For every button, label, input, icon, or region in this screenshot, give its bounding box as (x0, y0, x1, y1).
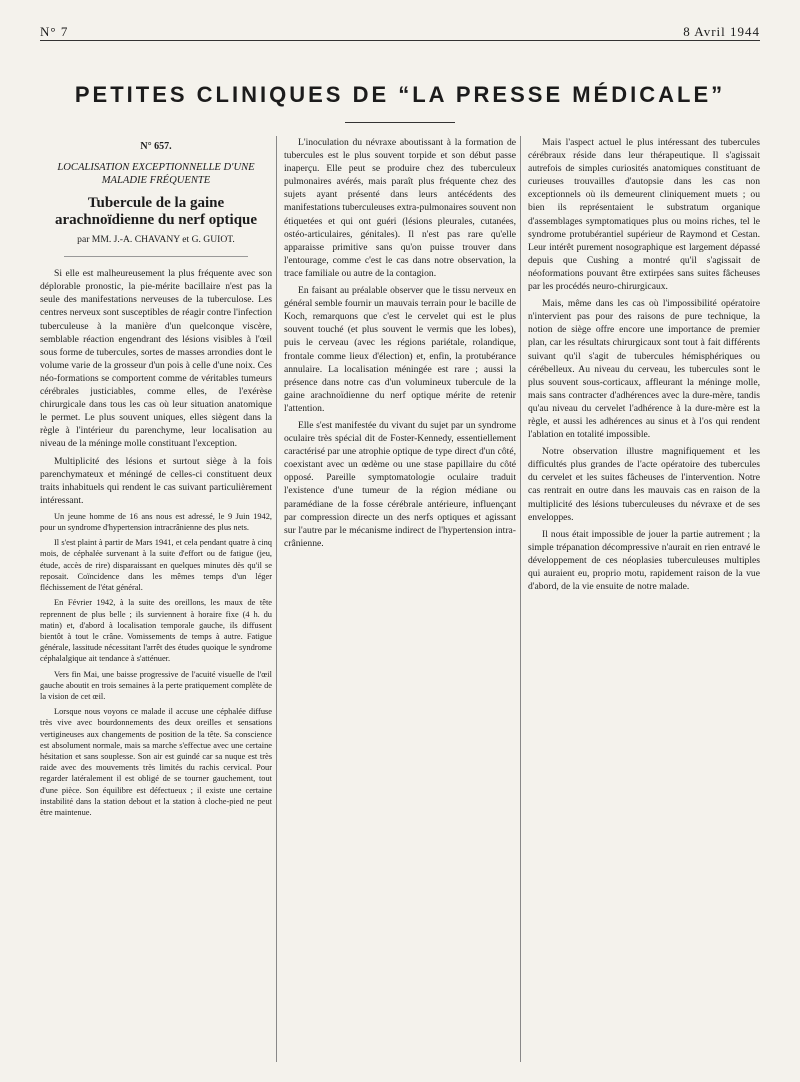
column-1 (40, 136, 272, 1072)
paragraph: Mais, même dans les cas où l'impossibilité opératoire n'intervient pas pour des raisons de pure technique, la notion de siège offre encore une importance de premier plan, car les résultats chirurgicaux sont tout à fait différents suivant qu'il s'agit de tubercules hémisphériques ou cérébelleux. Au niveau du cerveau, les tubercules sont le plus souvent sous-corticaux, affleurant la méninge molle, mais sans contracter d'adhérences avec la dure-mère, tandis qu'au niveau du cervelet l'adhérence à la dure-mère est la règle, et aussi les adhérences au sinus et à l'os qui rendent l'ablation en totalité impossible. (528, 298, 760, 441)
issue-date: 8 Avril 1944 (683, 24, 760, 39)
article-byline: par MM. J.-A. CHAVANY et G. GUIOT. (77, 234, 235, 246)
article-kicker: LOCALISATION EXCEPTIONNELLE D'UNE MALADIE FRÉQUENTE (57, 162, 255, 187)
page-header (40, 16, 760, 41)
paragraph: Mais l'aspect actuel le plus intéressant des tubercules cérébraux réside dans leur thérapeutique. Il s'agissait autrefois de simples curiosités anatomiques constituant de curieuses trouvailles d'autopsie dans les cas non exceptionnels où ils demeurent cliniquement muets ; ou bien ils représentaient le substratum organique d'assemblages symptomatiques plus ou moins riches, tel le syndrome protubérantiel supérieur de Raymond et Cestan. Leur intérêt purement nosographique est largement dépassé depuis que Cushing a montré qu'il s'agissait de néoformations pouvant être extirpées sans suites fâcheuses par les procédés neuro-chirurgicaux. (528, 137, 760, 293)
masthead: PETITES CLINIQUES DE “LA PRESSE MÉDICALE” (74, 82, 726, 107)
column-rule (276, 136, 277, 1062)
issue-number: N° 7 (40, 24, 69, 39)
paragraph: Si elle est malheureusement la plus fréquente avec son déplorable pronostic, la pie-mérite bacillaire n'est pas la seule des manifestations nerveuses de la tuberculose. Les centres nerveux sont susceptibles de réagir contre l'infection tuberculeuse à la manière d'un quelconque viscère, semblable réaction engendrant des lésions visibles à l'œil sous forme de tubercules, sortes de masses arrondies dont le volume varie de la grosseur d'un pois à celle d'une noix. Ces néo-formations se comportent comme de véritables tumeurs cérébrales justiciables, comme elles, de l'exérèse chirurgicale dans tous les cas où leur situation anatomique le permet. Le plus souvent uniques, elles siègent dans la règle à l'intérieur du parenchyme, leur localisation au niveau de la méninge molle constituant l'exception. (40, 268, 272, 450)
case-paragraph: Il s'est plaint à partir de Mars 1941, et cela pendant quatre à cinq mois, de céphalée survenant à la suite d'effort ou de fatigue (jeu, étude, accès de rire) disparaissant en quelques minutes dès qu'il se reposait. Coïncidence dans les mêmes temps d'un léger fléchissement de l'état général. (40, 538, 272, 593)
separator (64, 256, 248, 257)
case-paragraph: Lorsque nous voyons ce malade il accuse une céphalée diffuse très vive avec bourdonnements des deux oreilles et sensations vertigineuses aux changements de position de la tête. Sa conscience est absolument normale, mais sa marche s'effectue avec une certaine hésitation et sans souplesse. Son air est guindé car sa nuque est très raide avec des mouvements très limités du rachis cervical. Pour regarder latéralement il est obligé de se tourner gauchement, tout d'une pièce. Son équilibre est défectueux ; il existe une certaine instabilité dans la station debout et la station à cloche-pied ne peut être maintenue. (40, 707, 272, 817)
article-title: Tubercule de la gaine arachnoïdienne du nerf optique (54, 195, 258, 229)
paragraph: Il nous était impossible de jouer la partie autrement ; la simple trépanation décompressive n'aurait en rien entravé le développement de ces néoplasies tuberculeuses multiples qui auraient eu, proprio motu, rapidement raison de la vue d'abord, de la vie ensuite de notre malade. (528, 528, 760, 593)
article-number: N° 657. (140, 141, 172, 152)
column-rule (520, 136, 521, 1062)
column-2 (284, 136, 516, 1072)
case-paragraph: Vers fin Mai, une baisse progressive de l'acuité visuelle de l'œil gauche aboutit en trois semaines à la perte pratiquement complète de la vision de cet œil. (40, 669, 272, 701)
case-paragraph: Un jeune homme de 16 ans nous est adressé, le 9 Juin 1942, pour un syndrome d'hypertension intracrânienne des plus nets. (40, 511, 272, 533)
column-3 (528, 136, 760, 1072)
paragraph: Elle s'est manifestée du vivant du sujet par un syndrome oculaire très spécial dit de Foster-Kennedy, essentiellement caractérisé par une atrophie optique de type direct d'un côté, coexistant avec un œdème ou une stase papillaire du côté opposé. Pareille symptomatologie oculaire traduit l'existence d'une tumeur de la région médiane ou paramédiane de la fosse cérébrale antérieure, influençant par compression directe un des nerfs optiques et agissant sur l'autre par le mécanisme indirect de l'hypertension intra-crânienne. (284, 419, 516, 549)
masthead-rule (345, 122, 455, 123)
paragraph: En faisant au préalable observer que le tissu nerveux en général semble fournir un mauvais terrain pour le bacille de Koch, remarquons que c'est le cervelet qui est le plus souvent touché (et plus souvent le vermis que les lobes), puis le cerveau (avec les régions pariétale, rolandique, frontale comme lieux d'élection) et, enfin, la protubérance annulaire. La localisation méningée est rare ; aussi la présence dans notre cas d'un volumineux tubercule de la gaine arachnoïdienne du nerf optique mérite de retenir l'attention. (284, 285, 516, 414)
paragraph: L'inoculation du névraxe aboutissant à la formation de tubercules est le plus souvent torpide et son début passe inaperçu. Elle peut se produire chez des tuberculeux pulmonaires avérés, mais paraît plus fréquente chez des sujets ayant présenté dans leurs antécédents des manifestations tuberculeuses extra-pulmonaires souvent non étiquetées et qui ont guéri (lésions pleurales, cutanées, ostéo-articulaires, génitales). Il n'est pas rare qu'elle apparaisse primitive sans qu'on puisse trouver dans l'entourage, comme c'est le cas dans notre observation, la trace familiale ou autre de la contagion. (284, 137, 516, 279)
paragraph: Notre observation illustre magnifiquement et les difficultés plus grandes de l'acte opératoire des tubercules du cervelet et les suites fâcheuses de l'intervention. Notre cas rentrait en outre dans les mauvais cas en raison de la multiplicité des lésions tuberculeuses du névraxe et de ses enveloppes. (528, 446, 760, 523)
case-paragraph: En Février 1942, à la suite des oreillons, les maux de tête reprennent de plus belle ; ils surviennent à horaire fixe (4 h. du matin) et, d'abord à localisation temporale gauche, ils diffusent bientôt à tout le crâne. Vomissements de temps à autre. Fatigue générale, lassitude nécessitant l'arrêt des études quoique le syndrome céphalalgique ait tendance à s'atténuer. (40, 598, 272, 664)
paragraph: Multiplicité des lésions et surtout siège à la fois parenchymateux et méningé de celles-ci constituent deux traits inhabituels qui rendent le cas suivant particulièrement intéressant. (40, 455, 272, 506)
